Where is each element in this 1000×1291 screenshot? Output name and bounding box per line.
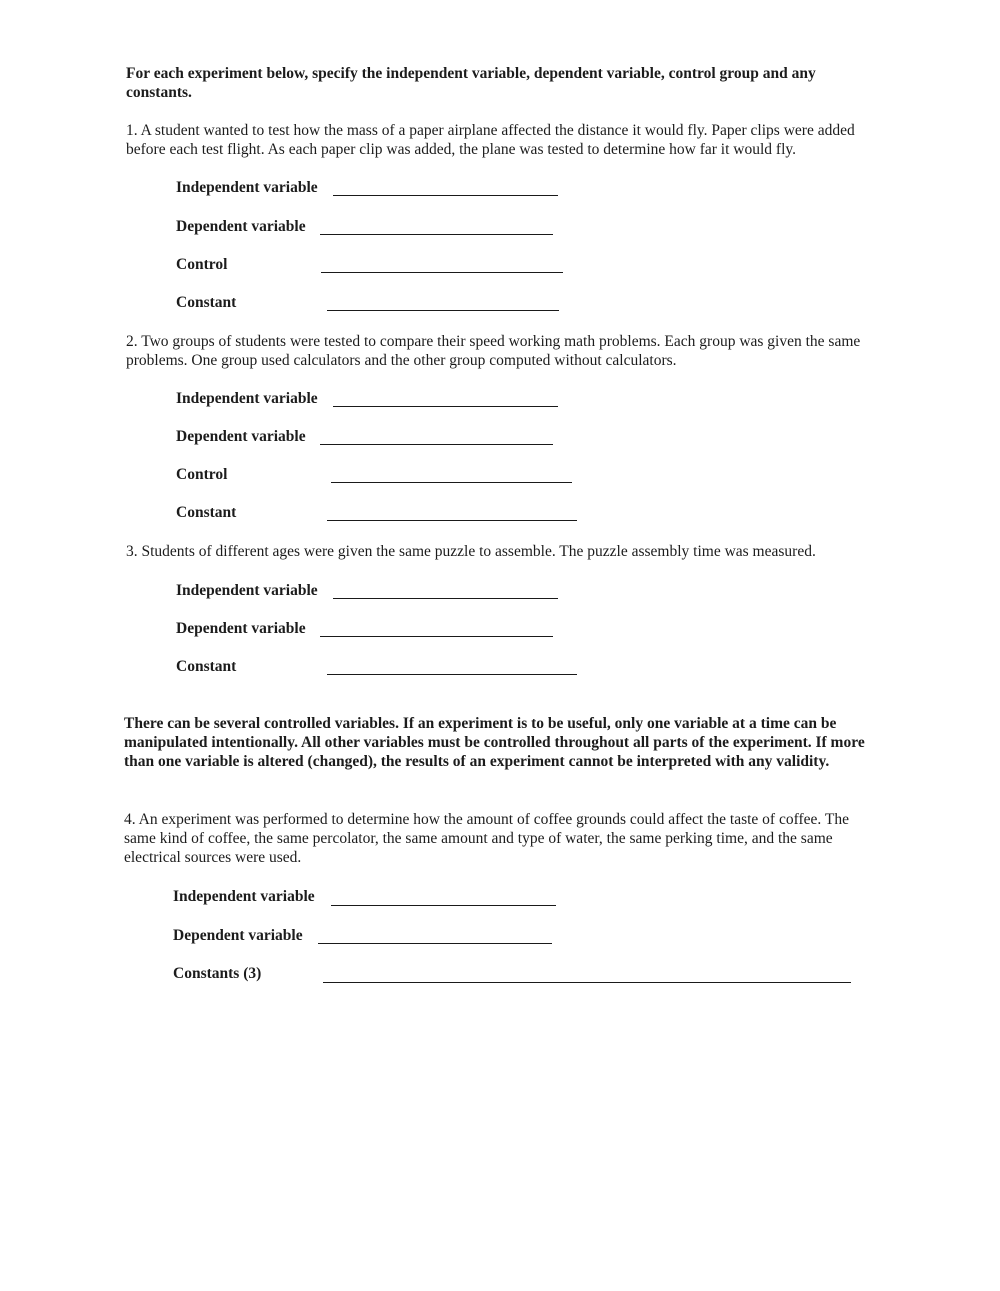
q2-independent-blank[interactable] — [333, 406, 558, 407]
q4-dependent-blank[interactable] — [318, 943, 552, 944]
q3-constant-blank[interactable] — [327, 674, 577, 675]
question-2-text: 2. Two groups of students were tested to compare their speed working math problems. Each group was given the same problems. One group used calculators and the other group computed without calculators. — [126, 333, 861, 369]
q3-dependent-blank[interactable] — [320, 636, 553, 637]
q2-constant-label: Constant — [176, 504, 237, 521]
q1-control-blank[interactable] — [321, 272, 563, 273]
q2-constant-blank[interactable] — [327, 520, 577, 521]
question-1-text: 1. A student wanted to test how the mass of a paper airplane affected the distance it would fly. Paper clips were added before each test flight. As each paper clip was added, the plane was tested to determine how far it would fly. — [126, 122, 855, 158]
q1-independent-blank[interactable] — [333, 195, 558, 196]
q3-constant-label: Constant — [176, 658, 237, 675]
q2-independent-label: Independent variable — [176, 390, 318, 407]
q1-dependent-label: Dependent variable — [176, 218, 306, 235]
q4-constants-label: Constants (3) — [173, 965, 262, 982]
q4-independent-label: Independent variable — [173, 888, 315, 905]
q2-dependent-label: Dependent variable — [176, 428, 306, 445]
question-3-text: 3. Students of different ages were given the same puzzle to assemble. The puzzle assembly time was measured. — [126, 543, 816, 560]
q1-independent-label: Independent variable — [176, 179, 318, 196]
question-4-text: 4. An experiment was performed to determine how the amount of coffee grounds could affect the taste of coffee. The same kind of coffee, the same percolator, the same amount and type of water, the same perking time, and the same electrical sources were used. — [124, 811, 849, 866]
q4-independent-blank[interactable] — [331, 905, 556, 906]
q3-independent-label: Independent variable — [176, 582, 318, 599]
q3-independent-blank[interactable] — [333, 598, 558, 599]
q2-dependent-blank[interactable] — [320, 444, 553, 445]
q1-dependent-blank[interactable] — [320, 234, 553, 235]
instructions: For each experiment below, specify the independent variable, dependent variable, control group and any constants. — [126, 65, 816, 101]
q1-constant-label: Constant — [176, 294, 237, 311]
q1-control-label: Control — [176, 256, 228, 273]
controlled-variables-note: There can be several controlled variables. If an experiment is to be useful, only one variable at a time can be manipulated intentionally. All other variables must be controlled throughout all parts of the experiment. If more than one variable is altered (changed), the results of an experiment cannot be interpreted with any validity. — [124, 715, 865, 770]
q1-constant-blank[interactable] — [327, 310, 559, 311]
q2-control-label: Control — [176, 466, 228, 483]
q2-control-blank[interactable] — [331, 482, 572, 483]
q4-dependent-label: Dependent variable — [173, 927, 303, 944]
q4-constants-blank[interactable] — [323, 982, 851, 983]
q3-dependent-label: Dependent variable — [176, 620, 306, 637]
